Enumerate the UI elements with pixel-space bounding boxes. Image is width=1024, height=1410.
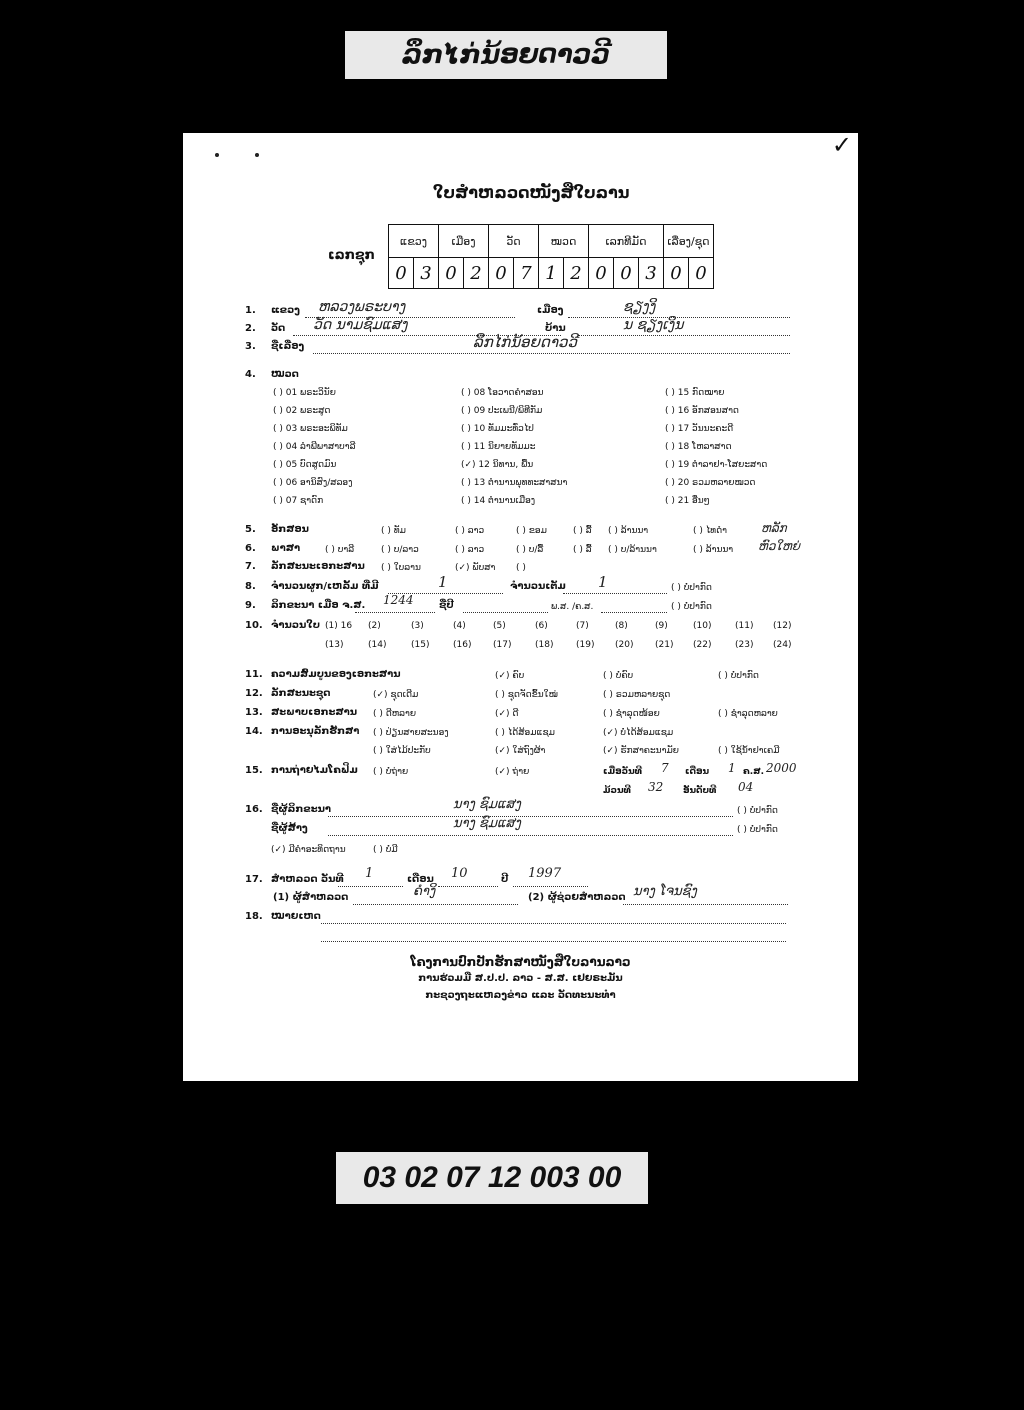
category-item: ( ) 01 ພຣະວິນັຍ [273, 388, 336, 398]
bundle-count-value: 1 [438, 573, 448, 591]
footer-project-name: ໂຄງການປົກປັກຮັກສາໜັງສືໃບລານລາວ [410, 955, 631, 969]
preservation-option: ( ) ໄດ້ສ້ອມແຊມ [495, 728, 555, 738]
row1-city-value: ຊຽງງິ [623, 299, 656, 315]
row1-province-value: ຫລວງພຣະບາງ [318, 299, 406, 315]
script-option: ( ) ໄທດຳ [693, 526, 727, 536]
language-handwritten: ຫົວໃຫຍ່ [758, 539, 801, 553]
scribe-unknown-option: ( ) ບໍ່ປາກົດ [737, 806, 778, 816]
script-option: ( ) ທັມ [381, 526, 406, 536]
row12-num: 12. [245, 688, 263, 699]
row2-temple-value: ວັດ ນາມຊົມແສງ [313, 317, 408, 333]
microfilm-frame-label: ອັນດັບທີ [683, 786, 717, 796]
leaf-count-cell: (1) 16 [325, 621, 353, 631]
code-digit: 2 [464, 258, 489, 289]
leaf-count-cell: (10) [693, 621, 712, 631]
code-header-story: ເລື່ອງ/ຊຸດ [664, 225, 714, 258]
condition-option: ( ) ດີຫລາຍ [373, 709, 417, 719]
row11-label: ຄວາມສົມບູນຂອງເອກະສານ [271, 669, 401, 680]
punch-dot [255, 153, 259, 157]
leaf-count-cell: (21) [655, 640, 674, 650]
category-item: ( ) 04 ລຳພີພາສາບາລີ [273, 442, 356, 452]
top-title-label: ລຶກໄກ່ນ້ອຍດາວວີ [345, 31, 667, 79]
code-digit: 3 [414, 258, 439, 289]
script-option: ( ) ລາວ [455, 526, 485, 536]
row15-num: 15. [245, 765, 263, 776]
row18-label: ໝາຍເຫດ [271, 911, 321, 922]
surveyor-label: (1) ຜູ້ສຳຫລວດ [273, 892, 349, 903]
row2-label: ວັດ [271, 323, 286, 334]
row2-village-value: ນ ຊຽງເງິນ [623, 317, 684, 333]
microfilm-roll-label: ມ້ວນທີ [603, 786, 631, 796]
row10-num: 10. [245, 620, 263, 631]
microfilm-month-label: ເດືອນ [685, 767, 710, 777]
microfilm-day: 7 [661, 761, 669, 775]
set-type-option: ( ) ຊຸດຈັດຂຶ້ນໃໝ່ [495, 690, 558, 700]
bottom-code-label: 03 02 07 12 003 00 [336, 1152, 648, 1204]
category-item: ( ) 03 ພຣະອະພິທັມ [273, 424, 348, 434]
category-item: ( ) 17 ວັນນະຄະດີ [665, 424, 734, 434]
dedication-option: (✓) ມີຄຳອະທິດຖານ [271, 845, 346, 855]
survey-month-value: 10 [451, 866, 468, 881]
row14-num: 14. [245, 726, 263, 737]
code-header-category: ໝວດ [539, 225, 589, 258]
code-digit: 0 [589, 258, 614, 289]
check-mark-icon: ✓ [831, 131, 852, 159]
row13-num: 13. [245, 707, 263, 718]
dedication-option: ( ) ບໍ່ມີ [373, 845, 398, 855]
code-digit: 1 [539, 258, 564, 289]
survey-form-sheet [183, 133, 858, 1081]
row18-num: 18. [245, 911, 263, 922]
completeness-option: (✓) ຄົບ [495, 671, 525, 681]
preservation-option: (✓) ຮັກສາຄະນາມັຍ [603, 746, 679, 756]
assistant-value: ນາງ ໂຈນຊົງ [633, 884, 697, 899]
donor-name-value: ນາງ ຊົມແສງ [453, 816, 521, 831]
row8-num: 8. [245, 581, 256, 592]
script-option: ( ) ລື້ [573, 526, 592, 536]
surveyor-value: ຄຳງິ [413, 884, 436, 899]
leaf-count-cell: (5) [493, 621, 506, 631]
microfilm-month: 1 [728, 761, 736, 775]
language-option: ( ) ບາລີ [325, 545, 355, 555]
row16-num: 16. [245, 804, 263, 815]
doc-type-option: ( ) [516, 563, 526, 573]
leaf-count-cell: (14) [368, 640, 387, 650]
language-option: ( ) ລາວ [455, 545, 485, 555]
code-label: ເລກຊຸກ [328, 248, 375, 263]
scribed-unknown-option: ( ) ບໍ່ປາກົດ [671, 602, 712, 612]
row1-city-label: ເມືອງ [537, 305, 564, 316]
script-handwritten: ຫລັກ [761, 521, 787, 535]
category-item: ( ) 11 ນິຍາຍທັມມະ [461, 442, 536, 452]
microfilm-date-label: ເມື່ອວັນທີ [603, 767, 643, 777]
row9-label: ລິກຂະນາ ເມື່ອ ຈ.ສ. [271, 600, 366, 611]
category-item: ( ) 07 ຊາດົກ [273, 496, 324, 506]
bundle-unknown-option: ( ) ບໍ່ປາກົດ [671, 583, 712, 593]
scribed-year-value: 1244 [383, 593, 414, 607]
row4-label: ໝວດ [271, 369, 299, 380]
code-header-bundle: ເລກທີມັດ [589, 225, 664, 258]
leaf-count-cell: (17) [493, 640, 512, 650]
code-table [388, 224, 714, 289]
row7-num: 7. [245, 561, 256, 572]
leaf-count-cell: (23) [735, 640, 754, 650]
row16-label2: ຊື່ຜູ້ສ້າງ [271, 823, 308, 834]
leaf-count-cell: (12) [773, 621, 792, 631]
row2-village-label: ບ້ານ [545, 323, 566, 334]
row1-num: 1. [245, 305, 256, 316]
script-option: ( ) ຂອມ [516, 526, 547, 536]
microfilm-year: 2000 [766, 761, 797, 775]
row5-num: 5. [245, 524, 256, 535]
survey-year-label: ປີ [501, 874, 509, 885]
row7-label: ລັກສະນະເອກະສານ [271, 561, 365, 572]
doc-type-option: ( ) ໃບລານ [381, 563, 421, 573]
punch-dot [215, 153, 219, 157]
survey-day-value: 1 [365, 866, 374, 881]
code-digit: 2 [564, 258, 589, 289]
row8-label: ຈຳນວນຜູກ/ເຫລັ້ມ ທີ່ມີ [271, 581, 379, 592]
donor-unknown-option: ( ) ບໍ່ປາກົດ [737, 825, 778, 835]
microfilm-year-label: ຄ.ສ. [743, 767, 765, 777]
leaf-count-cell: (18) [535, 640, 554, 650]
row3-label: ຊື່ເລື່ອງ [271, 341, 305, 352]
leaf-count-cell: (4) [453, 621, 466, 631]
category-item: ( ) 06 ອານິສົງ/ສລອງ [273, 478, 353, 488]
row17-label: ສຳຫລວດ ວັນທີ [271, 874, 344, 885]
row12-label: ລັກສະນະຊຸດ [271, 688, 331, 699]
row17-num: 17. [245, 874, 263, 885]
row4-num: 4. [245, 369, 256, 380]
row10-label: ຈຳນວນໃບ [271, 620, 321, 631]
category-item: ( ) 19 ຕຳລາຢາ-ໂສຍະສາດ [665, 460, 768, 470]
condition-option: ( ) ຊຳລຸດຫລາຍ [718, 709, 778, 719]
completeness-option: ( ) ບໍ່ປາກົດ [718, 671, 759, 681]
set-type-option: ( ) ຣວມຫລາຍຊຸດ [603, 690, 671, 700]
category-item: ( ) 15 ກົດໝາຍ [665, 388, 725, 398]
code-digit: 0 [489, 258, 514, 289]
category-item: ( ) 10 ທັມມະທົ່ວໄປ [461, 424, 534, 434]
doc-type-option: (✓) ພັບສາ [455, 563, 496, 573]
microfilm-frame: 04 [738, 780, 754, 794]
survey-year-value: 1997 [528, 866, 562, 881]
bundle-full-value: 1 [598, 573, 608, 591]
code-digit: 0 [614, 258, 639, 289]
language-option: ( ) ບ/ລາວ [381, 545, 419, 555]
language-option: ( ) ລ້ານນາ [693, 545, 734, 555]
form-title: ໃບສຳຫລວດໜັງສືໃບລານ [433, 183, 630, 202]
row11-num: 11. [245, 669, 263, 680]
code-digit: 0 [439, 258, 464, 289]
completeness-option: ( ) ບໍ່ຄົບ [603, 671, 634, 681]
microfilm-roll: 32 [648, 780, 664, 794]
row9-label2: ຊື່ປີ [439, 600, 454, 611]
row9-num: 9. [245, 600, 256, 611]
leaf-count-cell: (16) [453, 640, 472, 650]
row9-label3: ພ.ສ. /ຄ.ສ. [551, 602, 594, 612]
row13-label: ສະພາບເອກະສານ [271, 707, 358, 718]
row3-num: 3. [245, 341, 256, 352]
row8-label2: ຈຳນວນເຕັມ [510, 581, 566, 592]
category-item: ( ) 16 ອັກສອນສາດ [665, 406, 739, 416]
category-item: ( ) 21 ອື່ນໆ [665, 496, 710, 506]
leaf-count-cell: (3) [411, 621, 424, 631]
row15-label: ການຖ່າຍໄມໂຄຟິມ [271, 765, 358, 776]
footer-ministry: ກະຊວງຖະແຫລງຂ່າວ ແລະ ວັດທະນະທຳ [425, 990, 616, 1001]
preservation-option: (✓) ໃສ່ຖົງຜ້າ [495, 746, 546, 756]
row2-num: 2. [245, 323, 256, 334]
preservation-option: ( ) ໃສ່ໄມ້ປະກັບ [373, 746, 431, 756]
leaf-count-cell: (22) [693, 640, 712, 650]
script-option: ( ) ລ້ານນາ [608, 526, 649, 536]
survey-month-label: ເດືອນ [407, 874, 434, 885]
condition-option: (✓) ດີ [495, 709, 519, 719]
category-item: ( ) 08 ໂອວາດຄຳສອນ [461, 388, 544, 398]
microfilm-option: (✓) ຖ່າຍ [495, 767, 530, 777]
language-option: ( ) ລື້ [573, 545, 592, 555]
leaf-count-cell: (20) [615, 640, 634, 650]
leaf-count-cell: (9) [655, 621, 668, 631]
row6-num: 6. [245, 543, 256, 554]
code-digit: 7 [514, 258, 539, 289]
leaf-count-cell: (6) [535, 621, 548, 631]
row6-label: ພາສາ [271, 543, 301, 554]
leaf-count-cell: (19) [576, 640, 595, 650]
row3-title-value: ລຶກໄກ່ນ້ອຍດາວວີ [473, 333, 578, 351]
leaf-count-cell: (2) [368, 621, 381, 631]
row14-label: ການອະນຸລັກຮັກສາ [271, 726, 360, 737]
microfilm-option: ( ) ບໍ່ຖ່າຍ [373, 767, 409, 777]
language-option: ( ) ບ/ລ້ານນາ [608, 545, 657, 555]
code-digit: 0 [389, 258, 414, 289]
category-item: ( ) 02 ພຣະສູດ [273, 406, 331, 416]
row5-label: ອັກສອນ [271, 524, 309, 535]
leaf-count-cell: (13) [325, 640, 344, 650]
category-item: ( ) 13 ຕຳນານພຸທທະສາສນາ [461, 478, 568, 488]
condition-option: ( ) ຊຳລຸດໜ້ອຍ [603, 709, 660, 719]
category-item: ( ) 14 ຕຳນານເມືອງ [461, 496, 536, 506]
leaf-count-cell: (8) [615, 621, 628, 631]
code-header-temple: ວັດ [489, 225, 539, 258]
scribe-name-value: ນາງ ຊົມແສງ [453, 797, 521, 812]
code-header-district: ເມືອງ [439, 225, 489, 258]
category-item: ( ) 18 ໂຫລາສາດ [665, 442, 732, 452]
code-header-province: ແຂວງ [389, 225, 439, 258]
category-item: ( ) 05 ບົດສູດມົນ [273, 460, 337, 470]
code-digit: 0 [664, 258, 689, 289]
language-option: ( ) ບ/ລື້ [516, 545, 544, 555]
leaf-count-cell: (15) [411, 640, 430, 650]
preservation-option: (✓) ບໍ່ໄດ້ສ້ອມແຊມ [603, 728, 674, 738]
footer-cooperation: ການຮ່ວມມື ສ.ປ.ປ. ລາວ - ສ.ສ. ເຢຍຣະມັນ [418, 973, 623, 984]
leaf-count-cell: (24) [773, 640, 792, 650]
code-digit: 3 [639, 258, 664, 289]
assistant-label: (2) ຜູ້ຊ່ວຍສຳຫລວດ [528, 892, 626, 903]
category-item: (✓) 12 ນິທານ, ພື້ນ [461, 460, 534, 470]
row1-label: ແຂວງ [271, 305, 300, 316]
code-digit: 0 [689, 258, 714, 289]
row16-label: ຊື່ຜູ້ລິກຂະນາ [271, 804, 332, 815]
category-item: ( ) 09 ປະເພນີ/ພິທີກັມ [461, 406, 543, 416]
leaf-count-cell: (11) [735, 621, 754, 631]
set-type-option: (✓) ຊຸດເດີມ [373, 690, 419, 700]
preservation-option: ( ) ປ່ຽນສາຍສະນອງ [373, 728, 449, 738]
leaf-count-cell: (7) [576, 621, 589, 631]
category-item: ( ) 20 ຣວມຫລາຍໝວດ [665, 478, 756, 488]
preservation-option: ( ) ໃຊ້ນ້ຳຢາເຄມີ [718, 746, 780, 756]
